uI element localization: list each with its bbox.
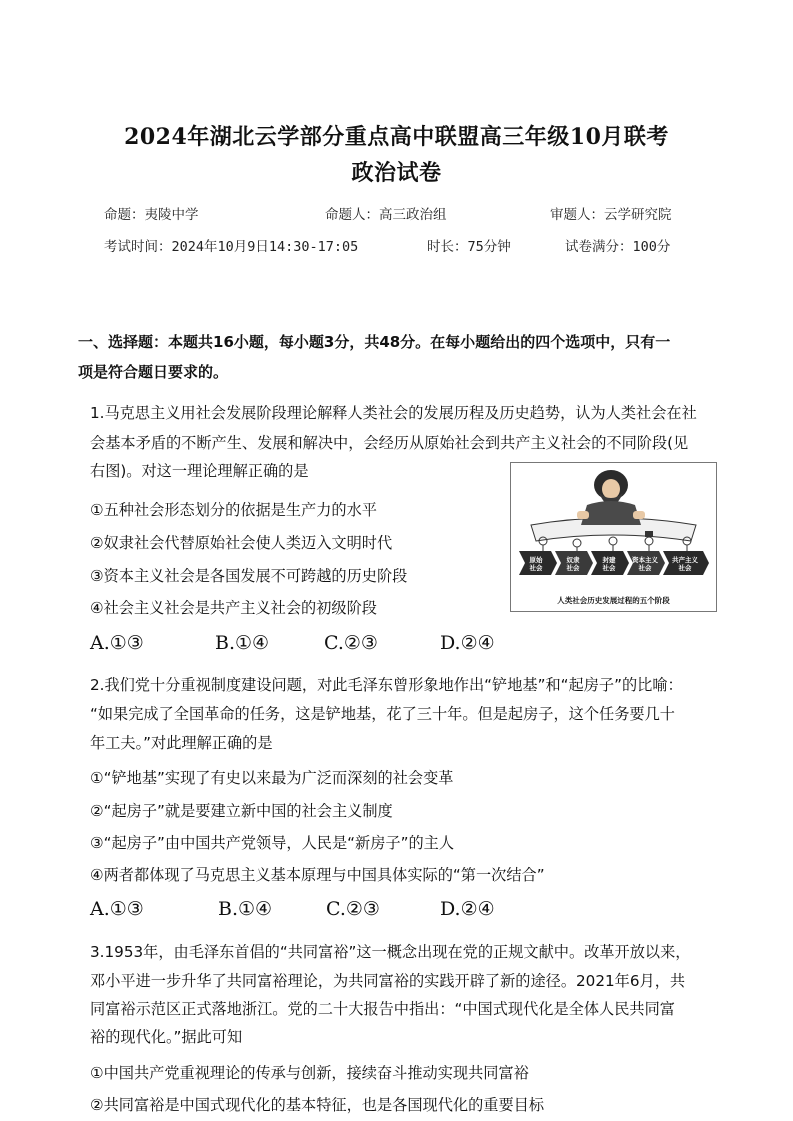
q1-option: ②奴隶社会代替原始社会使人类迈入文明时代: [90, 534, 393, 552]
q2-answer-a: A.①③: [90, 898, 144, 920]
q1-answer-b: B.①④: [215, 632, 270, 654]
q1-option: ①五种社会形态划分的依据是生产力的水平: [90, 501, 377, 519]
q1-stem-cont: 右图)。对这一理论理解正确的是: [90, 462, 309, 480]
exam-author: 命题人：高三政治组: [325, 207, 447, 223]
exam-duration: 时长：75分钟: [427, 239, 511, 255]
stage-label: 共产主义 社会: [672, 556, 698, 572]
q3-stem-cont: 同富裕示范区正式落地浙江。党的二十大报告中指出：“中国式现代化是全体人民共同富: [90, 1000, 675, 1018]
q3-stem-cont: 邓小平进一步升华了共同富裕理论，为共同富裕的实践开辟了新的途径。2021年6月，共: [90, 972, 686, 990]
q1-answer-c: C.②③: [324, 632, 378, 654]
stage-label: 封建 社会: [602, 556, 616, 572]
stage-label: 资本主义 社会: [632, 556, 658, 572]
section-heading: 一、选择题：本题共16小题，每小题3分，共48分。在每小题给出的四个选项中，只有一: [78, 333, 671, 351]
exam-time: 考试时间：2024年10月9日14:30-17:05: [104, 239, 359, 255]
q3-option: ②共同富裕是中国式现代化的基本特征，也是各国现代化的重要目标: [90, 1096, 545, 1114]
q1-stem-cont: 会基本矛盾的不断产生、发展和解决中，会经历从原始社会到共产主义社会的不同阶段(见: [90, 434, 689, 452]
q2-option: ②“起房子”就是要建立新中国的社会主义制度: [90, 802, 393, 820]
figure-illustration: [511, 463, 716, 611]
q1-answer-d: D.②④: [440, 632, 495, 654]
q2-answer-c: C.②③: [326, 898, 380, 920]
q1-option: ④社会主义社会是共产主义社会的初级阶段: [90, 599, 377, 617]
exam-title: 2024年湖北云学部分重点高中联盟高三年级10月联考: [124, 124, 669, 150]
q2-stem-cont: 年工夫。”对此理解正确的是: [90, 734, 273, 752]
q1-stem: 1.马克思主义用社会发展阶段理论解释人类社会的发展历程及历史趋势，认为人类社会在社: [90, 404, 697, 422]
q2-option: ③“起房子”由中国共产党领导，人民是“新房子”的主人: [90, 834, 455, 852]
exam-subject: 政治试卷: [351, 160, 442, 186]
q1-option: ③资本主义社会是各国发展不可跨越的历史阶段: [90, 567, 408, 585]
exam-school: 命题：夷陵中学: [104, 207, 199, 223]
q3-option: ①中国共产党重视理论的传承与创新，接续奋斗推动实现共同富裕: [90, 1064, 529, 1082]
figure-caption: 人类社会历史发展过程的五个阶段: [557, 596, 670, 605]
q2-option: ④两者都体现了马克思主义基本原理与中国具体实际的“第一次结合”: [90, 866, 545, 884]
exam-reviewer: 审题人：云学研究院: [550, 207, 672, 223]
q3-stem: 3.1953年，由毛泽东首倡的“共同富裕”这一概念出现在党的正规文献中。改革开放以来，: [90, 943, 691, 961]
q1-answer-a: A.①③: [90, 632, 144, 654]
q2-stem: 2.我们党十分重视制度建设问题，对此毛泽东曾形象地作出“铲地基”和“起房子”的比喻：: [90, 676, 683, 694]
q2-stem-cont: “如果完成了全国革命的任务，这是铲地基，花了三十年。但是起房子，这个任务要几十: [90, 705, 675, 723]
stage-label: 原始 社会: [529, 556, 543, 572]
exam-full-score: 试卷满分：100分: [565, 239, 671, 255]
q2-option: ①“铲地基”实现了有史以来最为广泛而深刻的社会变革: [90, 769, 454, 787]
stage-label: 奴隶 社会: [566, 556, 580, 572]
q2-answer-d: D.②④: [440, 898, 495, 920]
q3-stem-cont: 裕的现代化。”据此可知: [90, 1028, 243, 1046]
q2-answer-b: B.①④: [218, 898, 273, 920]
section-heading-cont: 项是符合题日要求的。: [78, 363, 229, 381]
social-stages-figure: [510, 462, 717, 612]
